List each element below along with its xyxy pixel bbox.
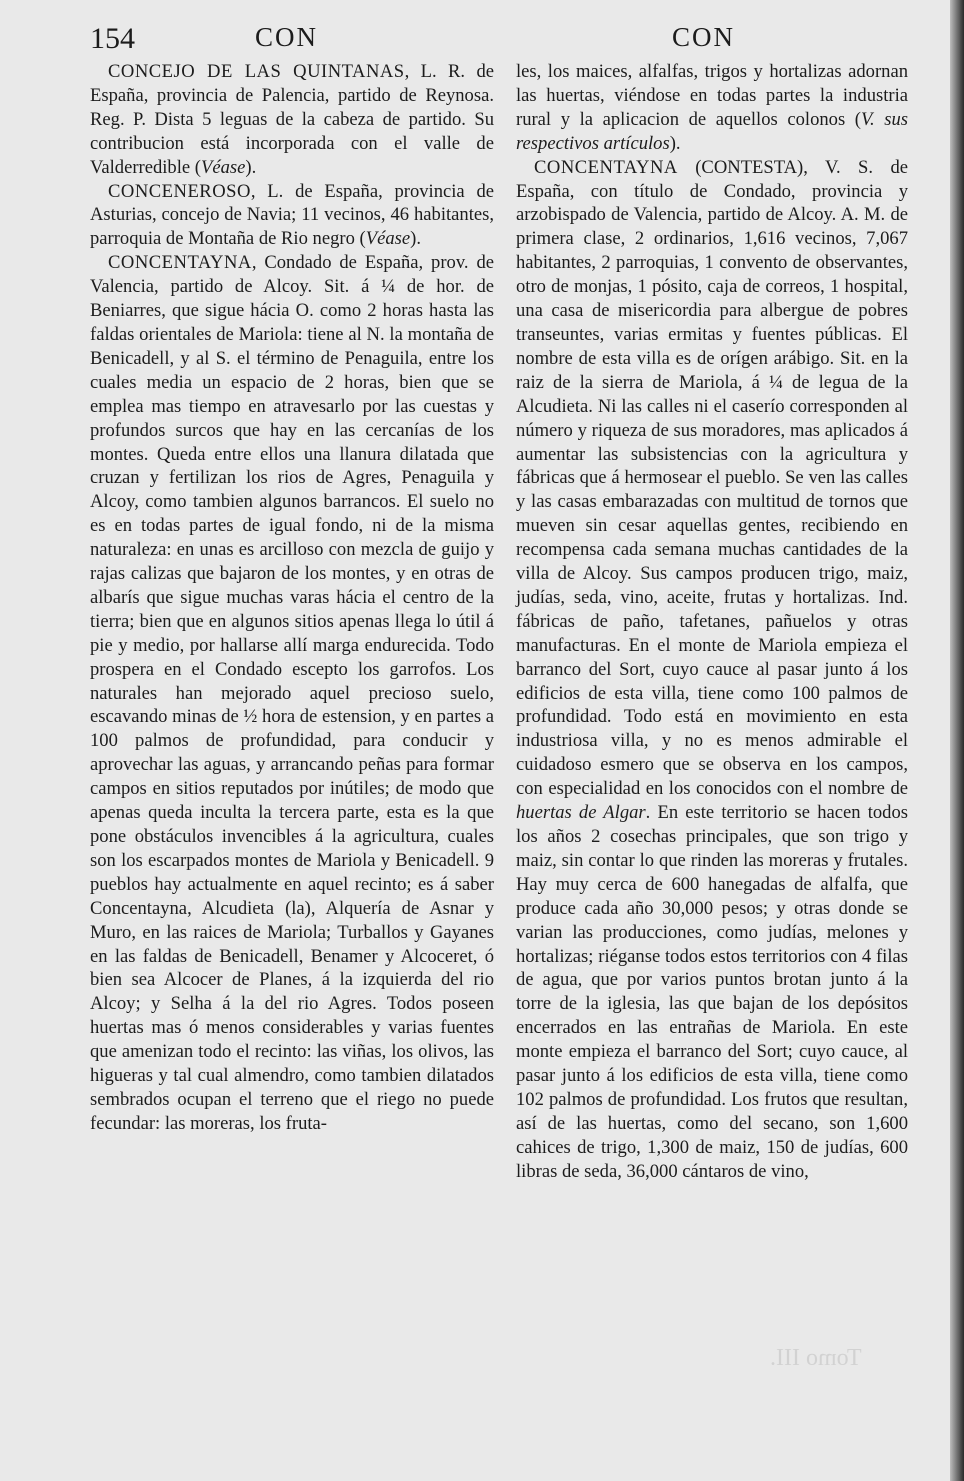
running-head-right: CON — [672, 22, 736, 52]
entry-tail: ). — [410, 228, 421, 250]
entry-continuation — [516, 60, 908, 156]
bleed-through-text: Tomo III. — [770, 1345, 862, 1371]
right-column — [516, 60, 908, 1184]
entry-headword: CONCENEROSO — [108, 180, 251, 202]
left-column — [90, 60, 494, 1136]
page-edge-shadow — [950, 0, 964, 1481]
cross-reference: V. sus respectivos artículos — [516, 108, 908, 154]
entry-concejo-de-las-quintanas — [90, 60, 494, 180]
entry-concentayna-condado — [90, 251, 494, 1136]
entry-tail: . En este territorio se hacen todos los años 2 cosechas principales, que son trigo y maiz, sin contar lo que rinden las moreras y frutales. Hay muy cerca de 600 hanegadas de alfalfa, que produce cada año 30,000 pesos; y otras donde se varian las producciones, como judías, melones y hortalizas; riéganse todos estos territorios con 4 filas de agua, que por varios puntos brotan junto á la torre de la iglesia, las que bajan de los depósitos encerrados en las entrañas de Mariola. En este monte empieza el barranco del Sort; cuyo cauce, al pasar junto á los edificios de esta villa, tiene como 102 palmos de profundidad. Los frutos que resultan, así de las huertas, como del secano, son 1,600 cahices de trigo, 1,300 de maiz, 150 de judías, 600 libras de seda, 36,000 cántaros de vino, — [516, 802, 908, 1182]
cross-reference: Véase — [201, 156, 246, 178]
entry-text: , L. de España, provincia de Asturias, concejo de Navia; 11 vecinos, 46 habitantes, parroquia de Montaña de Rio negro ( — [90, 180, 494, 250]
entry-headword: CONCENTAYNA — [108, 252, 252, 274]
entry-text: , Condado de España, prov. de Valencia, partido de Alcoy. Sit. á ¼ de hor. de Beniarres, que sigue hácia O. como 2 horas hasta las faldas orientales de Mariola: tiene al N. la montaña de Benicadell, y al S. el término de Penaguila, entre los cuales media un espacio de 2 horas, bien que se emplea mas tiempo en atravesarlo por las cuestas y profundos surcos que hay en las cercanías de los montes. Queda entre ellos una llanura dilatada que cruzan y fertilizan los rios de Agres, Penaguila y Alcoy, como tambien algunos barrancos. El suelo no es en todas partes de igual fondo, ni de la misma naturaleza: en unas es arcilloso con mezcla de guijo y rajas calizas que bajaron de los montes, y en otras de albarís que sigue muchas varas hácia el centro de la tierra; bien que en algunos sitios apenas llega lo útil á pie y medio, por hallarse allí marga endurecida. Todo prospera en el Condado escepto los garrofos. Los naturales han mejorado aquel precioso suelo, escavando minas de ½ hora de estension, y en partes a 100 palmos de profundidad, para conducir y aprovechar las aguas, y arrancando peñas para formar campos en sitios reputados por inútiles; de modo que apenas queda inculta la tercera parte, esta es la que pone obstáculos invencibles á la agricultura, cuales son los escarpados montes de Mariola y Benicadell. 9 pueblos hay actualmente en aquel recinto; es á saber Concentayna, Alcudieta (la), Alquería de Asnar y Muro, en las raices de Mariola; Turballos y Gayanes en las faldas de Benicadell, Benamer y Alcoceret, ó bien sea Alcocer de Planes, á la izquierda del rio Alcoy; y Selha á la del rio Agres. Todos poseen huertas mas ó menos considerables y varias fuentes que amenizan todo el recinto: las viñas, los olivos, las higueras y tal cual almendro, como tambien dilatados sembrados ocupan el terreno que el riego no puede fecundar: las moreras, los fruta- — [90, 252, 494, 1134]
entry-text: , L. R. de España, provincia de Palencia, partido de Reynosa. Reg. P. Dista 5 leguas de la cabeza de partido. Su contribucion está incorporada con el valle de Valderredible ( — [90, 61, 494, 178]
entry-text: les, los maices, alfalfas, trigos y hortalizas adornan las huertas, viéndose en todas partes la industria rural y la aplicacion de aquellos colonos ( — [516, 61, 908, 130]
entry-text: (CONTESTA), V. S. de España, con título de Condado, provincia y arzobispado de Valencia, partido de Alcoy. A. M. de primera clase, 2 ordinarios, 1,616 vecinos, 7,067 habitantes, 2 parroquias, 1 convento de observantes, otro de monjas, 1 pósito, caja de correos, 1 hospital, una casa de misericordia para albergue de pobres transeuntes, varias ermitas y fuentes públicas. El nombre de esta villa es de orígen arábigo. Sit. en la raiz de la sierra de Mariola, á ¼ de legua de la Alcudieta. Ni las calles ni el caserío corresponden al número y riqueza de sus moradores, mas aplicados á aumentar las subsistencias con la agricultura y fábricas que á hermosear el pueblo. Se ven las calles y las casas embarazadas con multitud de tornos que mueven sin cesar aquellas gentes, recibiendo en recompensa cada semana muchas cantidades de la villa de Alcoy. Sus campos producen trigo, maiz, judías, seda, vino, aceite, frutas y hortalizas. Ind. fábricas de paño, tafetanes, pañuelos y otras manufacturas. En el monte de Mariola empieza el barranco del Sort, cuyo cauce al pasar junto á los edificios de esta villa, tiene como 100 palmos de profundidad. Todo está en movimiento en esta industriosa villa, y no es menos admirable el cuidadoso esmero que se observa en los campos, con especialidad en los conocidos con el nombre de — [516, 156, 908, 800]
entry-headword: CONCENTAYNA — [534, 156, 678, 178]
entry-concentayna-villa — [516, 156, 908, 1184]
entry-headword: CONCEJO DE LAS QUINTANAS — [108, 61, 405, 82]
entry-tail: ). — [669, 132, 681, 154]
page-number: 154 — [90, 22, 135, 55]
running-head-left: CON — [255, 22, 319, 52]
entry-tail: ). — [245, 156, 257, 178]
cross-reference: Véase — [365, 228, 411, 250]
italic-term: huertas de Algar — [516, 802, 646, 824]
entry-conceneroso — [90, 180, 494, 252]
